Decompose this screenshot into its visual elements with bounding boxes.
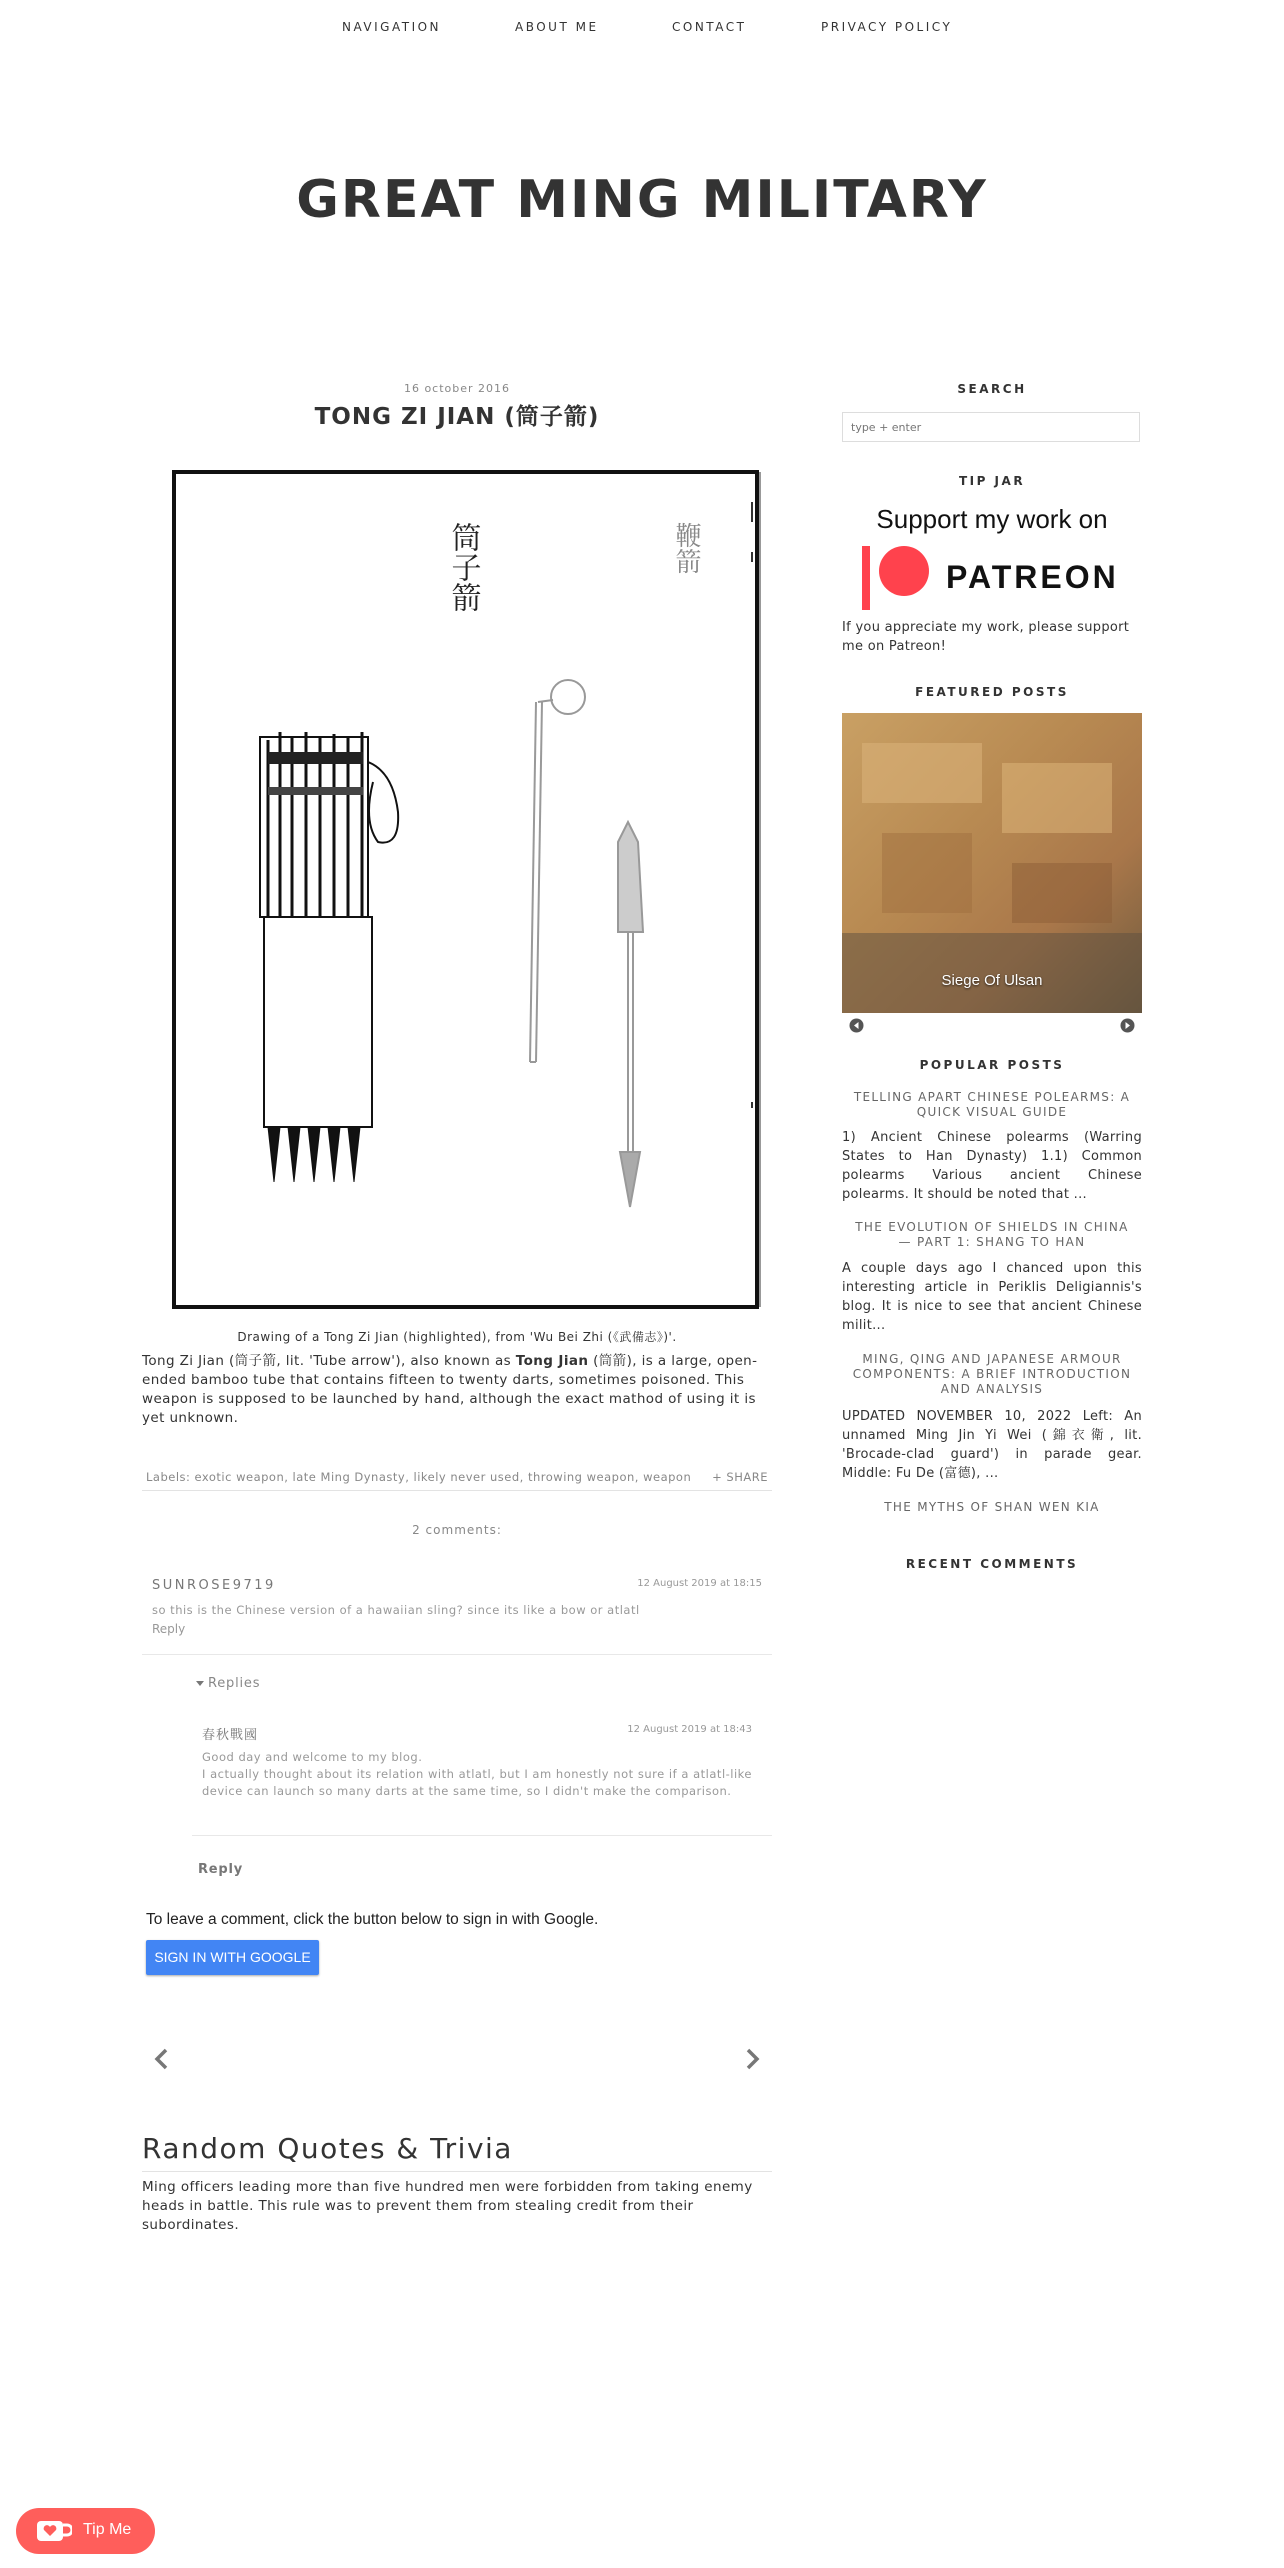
featured-post-image[interactable] <box>842 713 1142 1013</box>
coffee-cup-icon <box>36 2520 72 2542</box>
reply-link[interactable]: Reply <box>152 1622 186 1636</box>
slider-prev-icon[interactable] <box>849 1018 864 1033</box>
comment-divider <box>142 1654 772 1655</box>
comment-text: so this is the Chinese version of a hawaiian sling? since its like a bow or atlatl <box>152 1603 640 1617</box>
nav-about-me[interactable]: ABOUT ME <box>515 20 599 34</box>
figure-label-bian-jian: 鞭箭 <box>671 522 701 574</box>
popular-post-title[interactable]: TELLING APART CHINESE POLEARMS: A QUICK VISUAL GUIDE <box>853 1090 1131 1119</box>
post-body-bold-term: Tong Jian <box>515 1353 589 1369</box>
replies-label: Replies <box>208 1676 261 1691</box>
replies-toggle[interactable] <box>196 1676 260 1691</box>
post-labels[interactable]: Labels: exotic weapon, late Ming Dynasty, likely never used, throwing weapon, weapon <box>146 1470 692 1484</box>
popular-posts-heading: POPULAR POSTS <box>919 1058 1065 1072</box>
patreon-logo-circle <box>879 546 929 596</box>
figure-label-tong-zi-jian: 筒子箭 <box>445 522 481 612</box>
blog-title[interactable]: GREAT MING MILITARY <box>296 170 988 230</box>
newer-post-arrow-icon[interactable] <box>150 2044 174 2074</box>
share-button[interactable]: + SHARE <box>712 1470 768 1484</box>
nav-privacy-policy[interactable]: PRIVACY POLICY <box>821 20 953 34</box>
top-navigation <box>0 14 1284 44</box>
post-body <box>142 1352 772 1428</box>
leave-comment-text: To leave a comment, click the button below to sign in with Google. <box>146 1911 599 1928</box>
post-footer <box>142 1466 772 1491</box>
reply-text-body: I actually thought about its relation with atlatl, but I am honestly not sure if a atlatl-like device can launch so many darts at the same time, so I didn't make the comparison. <box>202 1767 752 1798</box>
nav-contact[interactable]: CONTACT <box>672 20 747 34</box>
quotes-divider <box>142 2171 772 2172</box>
popular-post-snippet: 1) Ancient Chinese polearms (Warring States to Han Dynasty) 1.1) Common polearms Various ancient Chinese polearms. It should be noted that ... <box>842 1130 1142 1202</box>
post-body-rest: (筒箭), is a large, open-ended bamboo tube that contains fifteen to twenty darts, sometimes poisoned. This weapon is supposed to be launched by hand, although the exact mathod of using it is yet unknown. <box>142 1353 758 1426</box>
quotes-heading: Random Quotes & Trivia <box>142 2132 513 2165</box>
nav-navigation[interactable]: NAVIGATION <box>342 20 442 34</box>
popular-post-snippet: A couple days ago I chanced upon this interesting article in Periklis Deligiannis's blog. It is nice to see that ancient Chinese milit... <box>842 1261 1142 1333</box>
reply-divider <box>192 1835 772 1836</box>
tip-me-button[interactable] <box>16 2508 155 2554</box>
image-caption: Drawing of a Tong Zi Jian (highlighted), from 'Wu Bei Zhi (《武備志》)'. <box>237 1330 677 1344</box>
comments-count: 2 comments: <box>412 1523 502 1537</box>
patreon-word: PATREON <box>946 559 1119 595</box>
patreon-banner[interactable] <box>842 500 1142 615</box>
reply-date[interactable]: 12 August 2019 at 18:43 <box>627 1724 752 1735</box>
popular-post-title[interactable]: THE EVOLUTION OF SHIELDS IN CHINA — PART 1: SHANG TO HAN <box>855 1220 1129 1249</box>
caret-down-icon <box>196 1681 204 1686</box>
post-date: 16 october 2016 <box>403 382 511 395</box>
post-body-intro: Tong Zi Jian (筒子箭, lit. 'Tube arrow'), also known as <box>142 1353 516 1369</box>
popular-post-title[interactable]: MING, QING AND JAPANESE ARMOUR COMPONENTS: A BRIEF INTRODUCTION AND ANALYSIS <box>852 1352 1132 1396</box>
featured-post-caption[interactable]: Siege Of Ulsan <box>941 972 1043 989</box>
patreon-logo-bar <box>862 546 870 610</box>
post-illustration[interactable] <box>168 462 763 1316</box>
tip-jar-heading: TIP JAR <box>958 474 1026 488</box>
popular-post-snippet: UPDATED NOVEMBER 10, 2022 Left: An unnamed Ming Jin Yi Wei (錦衣衛, lit. 'Brocade-clad guard') in parade gear. Middle: Fu De (富德), ... <box>842 1409 1142 1481</box>
quotes-text: Ming officers leading more than five hundred men were forbidden from taking enemy heads in battle. This rule was to prevent them from stealing credit from their subordinates. <box>142 2179 753 2233</box>
featured-posts-heading: FEATURED POSTS <box>915 685 1069 699</box>
search-input[interactable] <box>842 412 1140 442</box>
reply-author[interactable]: 春秋戰國 <box>202 1728 259 1743</box>
popular-post-title[interactable]: THE MYTHS OF SHAN WEN KIA <box>884 1500 1100 1514</box>
comment-author[interactable]: SUNROSE9719 <box>152 1578 276 1593</box>
recent-comments-heading: RECENT COMMENTS <box>905 1557 1079 1571</box>
slider-next-icon[interactable] <box>1120 1018 1135 1033</box>
reply-thread-link[interactable]: Reply <box>198 1862 244 1877</box>
post-title[interactable]: TONG ZI JIAN (筒子箭) <box>314 404 600 430</box>
older-post-arrow-icon[interactable] <box>740 2044 764 2074</box>
reply-text-greeting: Good day and welcome to my blog. <box>202 1750 423 1764</box>
patreon-line: Support my work on <box>876 504 1108 534</box>
tip-me-label: Tip Me <box>83 2521 132 2538</box>
patreon-note: If you appreciate my work, please support me on Patreon! <box>842 620 1130 654</box>
reply-comment <box>192 1724 762 1824</box>
sign-in-google-button[interactable]: SIGN IN WITH GOOGLE <box>146 1940 319 1975</box>
comment <box>142 1578 772 1658</box>
search-heading: SEARCH <box>957 382 1027 396</box>
comment-date[interactable]: 12 August 2019 at 18:15 <box>637 1578 762 1589</box>
